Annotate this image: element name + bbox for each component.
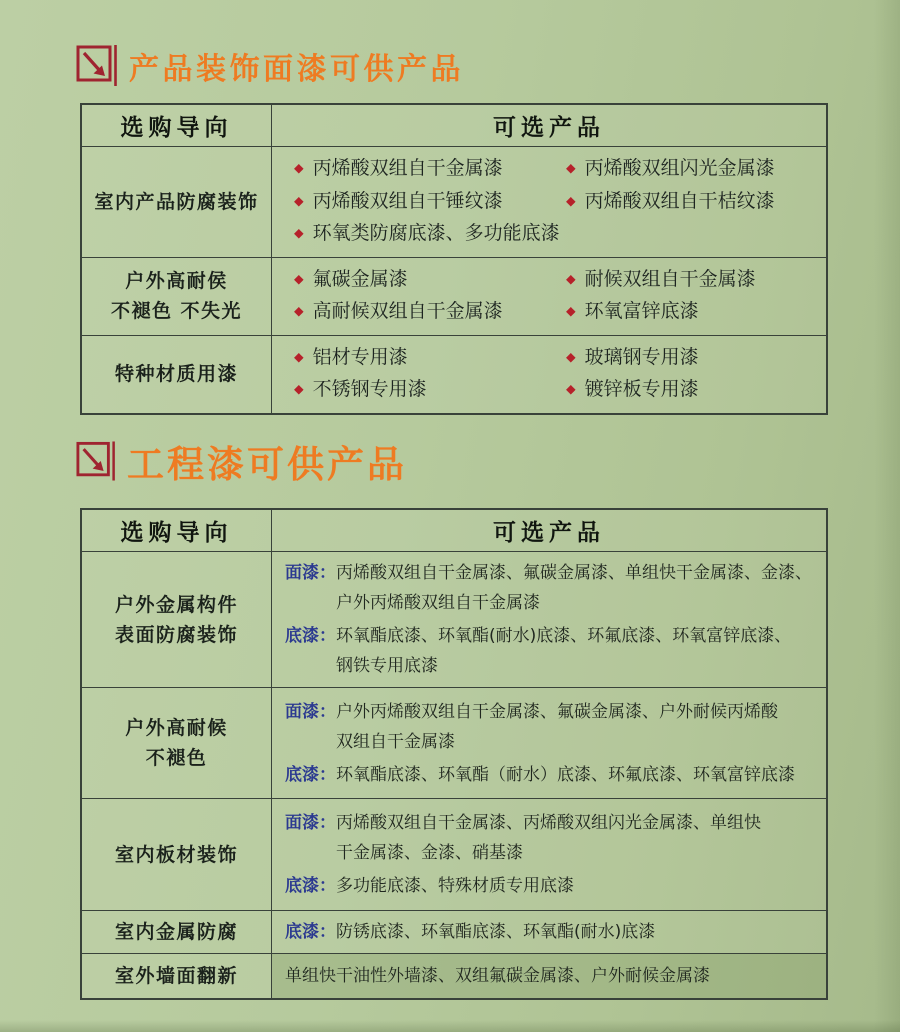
guide-text: 室内金属防腐 — [114, 921, 238, 943]
product-name: 环氧类防腐底漆、多功能底漆 — [312, 222, 560, 244]
guide-cell — [82, 147, 272, 257]
product-name: 氟碳金属漆 — [312, 267, 408, 290]
column-header-guide: 选购导向 — [82, 510, 272, 551]
entry-line — [285, 558, 818, 588]
table-row — [82, 257, 826, 335]
product-name: 耐候双组自干金属漆 — [584, 267, 756, 290]
guide-text: 户外高耐侯 — [125, 270, 228, 292]
product-name: 玻璃钢专用漆 — [584, 345, 699, 368]
diamond-bullet-icon: ◆ — [566, 192, 576, 208]
entry-line — [285, 760, 818, 790]
products-cell — [272, 336, 826, 413]
entry-line — [285, 621, 818, 651]
guide-text: 特种材质用漆 — [114, 363, 238, 385]
decorative-topcoat-table — [80, 103, 828, 415]
product-name: 不锈钢专用漆 — [312, 378, 427, 400]
product-name: 铝材专用漆 — [312, 345, 408, 368]
entry-line: 单组快干油性外墙漆、双组氟碳金属漆、户外耐候金属漆 — [285, 966, 710, 986]
diamond-bullet-icon: ◆ — [294, 303, 304, 318]
product-item — [566, 153, 820, 186]
products-cell — [272, 552, 826, 687]
category-label: 底漆： — [285, 922, 336, 942]
table-header-row — [82, 510, 826, 551]
table-row — [82, 910, 826, 953]
product-item — [294, 218, 566, 251]
diamond-bullet-icon: ◆ — [294, 192, 304, 208]
product-item — [566, 342, 820, 375]
entry-line — [285, 917, 818, 947]
product-list: 多功能底漆、特殊材质专用底漆 — [336, 876, 574, 896]
products-cell — [272, 258, 826, 335]
primer-entry — [285, 917, 818, 947]
arrow-box-icon — [76, 42, 118, 89]
guide-cell — [82, 954, 272, 998]
section-1-header — [76, 42, 464, 89]
engineering-paint-table — [80, 508, 828, 1000]
topcoat-entry — [285, 808, 818, 868]
section-title: 工程漆可供产品 — [127, 443, 407, 486]
guide-text: 室外墙面翻新 — [114, 965, 238, 987]
product-name: 高耐候双组自干金属漆 — [312, 300, 503, 322]
table-row — [82, 953, 826, 998]
products-cell — [272, 147, 826, 257]
guide-text: 不褪色 不失光 — [110, 300, 243, 322]
category-label: 面漆： — [285, 813, 336, 833]
guide-text: 户外金属构件 — [114, 593, 238, 616]
entry-line — [285, 697, 818, 727]
product-name: 丙烯酸双组自干桔纹漆 — [584, 189, 775, 212]
products-cell — [272, 688, 826, 798]
products-cell — [272, 799, 826, 910]
category-label: 面漆： — [285, 563, 336, 583]
products-cell — [272, 954, 826, 998]
product-item — [566, 186, 820, 219]
product-item — [566, 296, 820, 329]
column-header-products: 可选产品 — [493, 115, 605, 141]
guide-cell — [82, 911, 272, 953]
category-label: 面漆： — [285, 701, 336, 722]
guide-cell — [82, 799, 272, 910]
section-title: 产品装饰面漆可供产品 — [129, 51, 464, 87]
category-label: 底漆： — [285, 876, 336, 896]
diamond-bullet-icon: ◆ — [566, 160, 576, 175]
guide-text: 不褪色 — [145, 747, 208, 769]
diamond-bullet-icon: ◆ — [294, 160, 304, 175]
topcoat-entry — [285, 697, 818, 757]
diamond-bullet-icon: ◆ — [294, 348, 304, 364]
product-list: 防锈底漆、环氧酯底漆、环氧酯(耐水)底漆 — [336, 922, 656, 942]
diamond-bullet-icon: ◆ — [294, 381, 304, 396]
column-header-guide: 选购导向 — [82, 105, 272, 146]
product-item — [294, 342, 566, 375]
product-item — [294, 374, 566, 407]
product-item — [294, 264, 566, 297]
product-name: 丙烯酸双组自干锤纹漆 — [312, 189, 503, 212]
guide-cell — [82, 336, 272, 413]
entry-line: 双组自干金属漆 — [336, 731, 455, 752]
product-name: 丙烯酸双组闪光金属漆 — [584, 157, 775, 179]
entry-line: 干金属漆、金漆、硝基漆 — [336, 843, 523, 863]
entry-line — [285, 871, 818, 901]
primer-entry — [285, 871, 818, 901]
products-cell — [272, 911, 826, 953]
guide-cell — [82, 258, 272, 335]
diamond-bullet-icon: ◆ — [566, 270, 576, 286]
product-item — [566, 264, 820, 297]
product-item — [566, 374, 820, 407]
arrow-box-icon — [76, 436, 116, 486]
guide-text: 室内产品防腐装饰 — [94, 190, 259, 213]
product-list: 环氧酯底漆、环氧酯（耐水）底漆、环氟底漆、环氧富锌底漆 — [336, 764, 795, 785]
product-entry — [285, 961, 818, 991]
table-row — [82, 798, 826, 910]
primer-entry — [285, 760, 818, 790]
guide-text: 户外高耐候 — [125, 717, 228, 739]
product-item — [294, 153, 566, 186]
entry-line — [285, 808, 818, 838]
primer-entry — [285, 621, 818, 681]
diamond-bullet-icon: ◆ — [566, 348, 576, 364]
table-row — [82, 687, 826, 798]
product-name: 镀锌板专用漆 — [584, 378, 699, 400]
section-2-header — [76, 434, 407, 488]
guide-cell — [82, 552, 272, 687]
category-label: 底漆： — [285, 626, 336, 646]
guide-text: 表面防腐装饰 — [114, 623, 238, 646]
table-header-row — [82, 105, 826, 146]
diamond-bullet-icon: ◆ — [566, 381, 576, 396]
diamond-bullet-icon: ◆ — [566, 303, 576, 318]
entry-line: 钢铁专用底漆 — [336, 656, 438, 676]
table-row — [82, 335, 826, 413]
entry-line: 户外丙烯酸双组自干金属漆 — [336, 593, 540, 613]
product-name: 环氧富锌底漆 — [584, 300, 699, 322]
product-item — [294, 186, 566, 219]
guide-cell — [82, 688, 272, 798]
topcoat-entry — [285, 558, 818, 618]
diamond-bullet-icon: ◆ — [294, 225, 304, 240]
product-list: 户外丙烯酸双组自干金属漆、氟碳金属漆、户外耐候丙烯酸 — [336, 701, 778, 722]
product-list: 环氧酯底漆、环氧酯(耐水)底漆、环氟底漆、环氧富锌底漆、 — [336, 626, 792, 646]
product-item — [294, 296, 566, 329]
product-list: 丙烯酸双组自干金属漆、氟碳金属漆、单组快干金属漆、金漆、 — [336, 563, 812, 583]
product-list: 丙烯酸双组自干金属漆、丙烯酸双组闪光金属漆、单组快 — [336, 813, 761, 833]
category-label: 底漆： — [285, 764, 336, 785]
product-name: 丙烯酸双组自干金属漆 — [312, 157, 503, 179]
column-header-products: 可选产品 — [493, 520, 605, 546]
diamond-bullet-icon: ◆ — [294, 270, 304, 286]
table-row — [82, 146, 826, 257]
table-row — [82, 551, 826, 687]
guide-text: 室内板材装饰 — [114, 843, 238, 866]
